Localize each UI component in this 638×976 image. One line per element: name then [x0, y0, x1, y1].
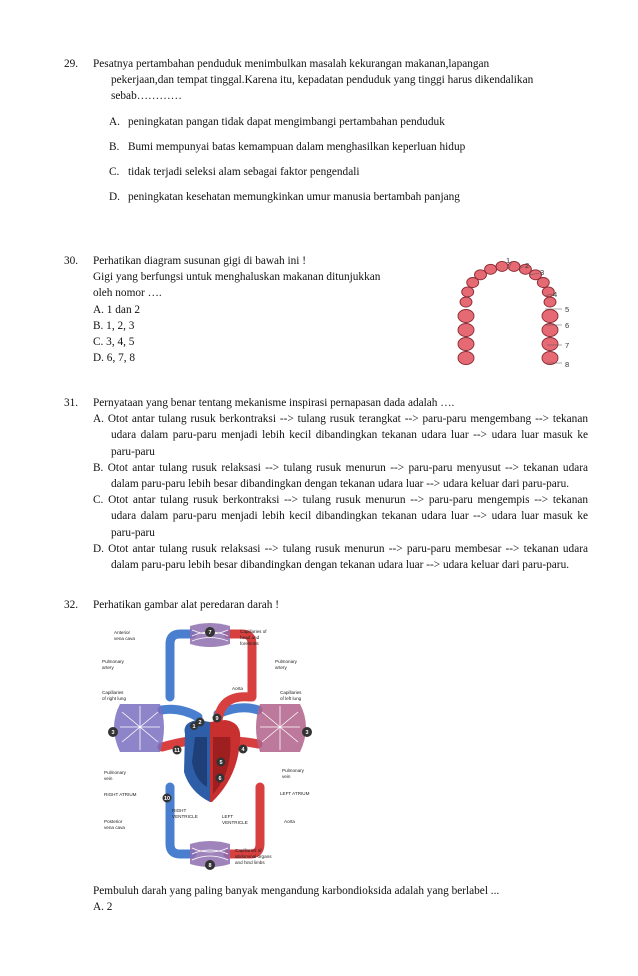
q30-option-b[interactable]: B. 1, 2, 3	[93, 319, 135, 332]
tooth-label-6: 6	[565, 321, 570, 330]
q31-option-c-text: Otot antar tulang rusuk berkontraksi --> tulang rusuk menurun --> paru-paru mengempis --> tekanan udara dalam paru-paru menjadi lebih kecil dibandingkan tekanan udara luar --> udara luar masuk ke paru-paru	[108, 494, 589, 539]
tooth-label-2: 2	[525, 261, 530, 270]
q30-option-a[interactable]: A. 1 dan 2	[93, 303, 141, 316]
label-capillaries-left-lung-1: Capillaries	[280, 690, 302, 695]
label-pulmonary-artery-r-2: artery	[275, 665, 287, 670]
q32-question-block	[93, 883, 588, 915]
molar-tooth	[542, 352, 558, 365]
q29-stem-line1: Pesatnya pertambahan penduduk menimbulkan masalah kekurangan makanan,lapangan	[93, 58, 490, 70]
diagram-num-10: 10	[163, 796, 171, 802]
tooth-label-5: 5	[565, 305, 570, 314]
q29-stem-line3: sebab…………	[111, 90, 182, 103]
q29-number: 29.	[64, 58, 79, 70]
label-posterior-vena-cava-1: Posterior	[104, 819, 123, 824]
q31-option-d-text: Otot antar tulang rusuk relaksasi --> tulang rusuk menurun --> paru-paru membesar --> tekanan udara dalam paru-paru lebih besar dibandingkan dengan tekanan udara luar --> udara keluar dari paru-paru.	[108, 542, 588, 572]
q29-option-d[interactable]	[109, 189, 460, 205]
q31-option-b-letter: B.	[93, 461, 104, 474]
molar-tooth	[542, 338, 558, 351]
q30-option-d[interactable]: D. 6, 7, 8	[93, 352, 136, 365]
q31-option-d[interactable]	[93, 541, 588, 573]
capillaries-left-lung	[256, 704, 309, 752]
q30-text	[93, 253, 433, 366]
q32-question: Pembuluh darah yang paling banyak mengandung karbondioksida adalah yang berlabel ...	[93, 885, 500, 897]
molar-tooth	[458, 338, 474, 351]
label-left-atrium: LEFT ATRIUM	[280, 791, 310, 796]
label-anterior-vena-cava-1: Anterior	[114, 630, 131, 635]
molar-tooth	[458, 352, 474, 365]
label-right-ventricle-2: VENTRICLE	[172, 814, 198, 819]
diagram-num-1: 1	[192, 724, 196, 730]
q29-option-c[interactable]	[109, 164, 360, 180]
molar-tooth	[542, 324, 558, 337]
molar-tooth	[458, 324, 474, 337]
molar-tooth	[542, 310, 558, 323]
q29-option-d-letter: D.	[109, 191, 120, 203]
molar-tooth	[458, 310, 474, 323]
q29-option-d-text: peningkatan kesehatan memungkinkan umur manusia bertambah panjang	[128, 191, 460, 203]
label-anterior-vena-cava-2: vena cava	[114, 636, 135, 641]
tooth	[460, 297, 472, 307]
q29-option-b[interactable]	[109, 139, 465, 155]
q30-line1: Perhatikan diagram susunan gigi di bawah ini !	[93, 255, 307, 267]
q31-option-b[interactable]	[93, 460, 588, 492]
q31-option-a-text: Otot antar tulang rusuk berkontraksi --> tulang rusuk terangkat --> paru-paru mengembang --> tekanan udara dalam paru-paru menjadi lebih kecil dibandingkan tekanan udara luar --> udara luar masuk ke paru-paru	[107, 413, 588, 458]
label-pulmonary-artery-r-1: Pulmonary	[275, 659, 297, 664]
label-capillaries-right-lung-2: of right lung	[102, 696, 127, 701]
label-aorta-top: Aorta	[232, 686, 243, 691]
q30-option-c[interactable]: C. 3, 4, 5	[93, 336, 135, 349]
q31-option-d-letter: D.	[93, 542, 104, 555]
label-left-ventricle-2: VENTRICLE	[222, 820, 248, 825]
diagram-num-7: 7	[208, 630, 212, 636]
diagram-num-3-right: 3	[305, 730, 309, 736]
diagram-num-4: 4	[241, 747, 245, 753]
label-capillaries-left-lung-2: of left lung	[280, 696, 302, 701]
label-left-ventricle-1: LEFT	[222, 814, 234, 819]
label-pulmonary-vein-1: Pulmonary	[104, 770, 126, 775]
q32-option-a[interactable]: A. 2	[93, 901, 113, 914]
diagram-num-9: 9	[215, 716, 219, 722]
label-pulmonary-artery-1: Pulmonary	[102, 659, 124, 664]
label-capillaries-head-1: Capillaries of	[240, 629, 267, 634]
q31-stem: Pernyataan yang benar tentang mekanisme inspirasi pernapasan dada adalah ….	[93, 397, 455, 409]
q31-option-c-letter: C.	[93, 494, 104, 507]
q32-number: 32.	[64, 599, 79, 611]
q31-number: 31.	[64, 397, 79, 409]
label-capillaries-abdominal-3: and hind limbs	[235, 860, 265, 865]
q29-option-c-text: tidak terjadi seleksi alam sebagai faktor pengendali	[128, 166, 360, 178]
label-capillaries-right-lung-1: Capillaries	[102, 690, 124, 695]
label-pulmonary-artery-2: artery	[102, 665, 114, 670]
tooth-label-8: 8	[565, 360, 570, 369]
label-right-ventricle-1: RIGHT	[172, 808, 187, 813]
label-right-atrium: RIGHT ATRIUM	[104, 792, 137, 797]
diagram-num-6: 6	[218, 776, 222, 782]
capillaries-right-lung	[114, 704, 164, 752]
diagram-num-2: 2	[198, 720, 202, 726]
tooth	[462, 287, 474, 297]
tooth-label-1: 1	[506, 256, 511, 265]
label-capillaries-abdominal-1: Capillaries of	[235, 848, 262, 853]
heart	[184, 720, 240, 802]
q31-block	[93, 395, 588, 573]
diagram-num-3-left: 3	[111, 730, 115, 736]
q31-option-b-text: Otot antar tulang rusuk relaksasi --> tulang rusuk menurun --> paru-paru menyusut --> tekanan udara dalam paru-paru lebih besar dibandingkan dengan tekanan udara luar --> udara keluar dari paru-paru.	[107, 461, 589, 491]
diagram-num-5: 5	[219, 760, 223, 766]
tooth	[537, 278, 549, 288]
circulatory-system-diagram	[100, 622, 320, 877]
q30-line2: Gigi yang berfungsi untuk menghaluskan makanan ditunjukkan	[93, 271, 381, 284]
q31-option-c[interactable]	[93, 492, 588, 541]
label-pulmonary-vein-r-2: vein	[282, 774, 291, 779]
tooth-label-4: 4	[553, 290, 558, 299]
label-aorta-bottom: Aorta	[284, 819, 295, 824]
tooth	[485, 264, 497, 274]
q29-option-c-letter: C.	[109, 166, 120, 178]
diagram-num-8: 8	[208, 863, 212, 869]
q32-stem: Perhatikan gambar alat peredaran darah !	[93, 599, 279, 611]
q29-option-b-text: Bumi mempunyai batas kemampuan dalam menghasilkan keperluan hidup	[128, 141, 466, 153]
q31-option-a-letter: A.	[93, 413, 104, 426]
q29-stem-line2: pekerjaan,dan tempat tinggal.Karena itu, kepadatan penduduk yang tinggi harus dikendalikan	[111, 74, 534, 87]
label-posterior-vena-cava-2: vena cava	[104, 825, 125, 830]
q29-stem	[93, 56, 588, 105]
q30-line3: oleh nomor ….	[93, 287, 162, 300]
diagram-num-11: 11	[174, 748, 180, 754]
q29-option-a[interactable]	[109, 114, 445, 130]
teeth-diagram	[452, 254, 582, 376]
tooth-label-7: 7	[565, 341, 570, 350]
q31-option-a[interactable]	[93, 411, 588, 460]
label-capillaries-abdominal-2: abdominal organs	[235, 854, 272, 859]
q29-option-a-text: peningkatan pangan tidak dapat mengimbangi pertambahan penduduk	[128, 116, 445, 128]
q29-option-b-letter: B.	[109, 141, 120, 153]
label-pulmonary-vein-2: vein	[104, 776, 113, 781]
q30-number: 30.	[64, 255, 79, 267]
label-capillaries-head-2: head and	[240, 635, 260, 640]
label-capillaries-head-3: forelimbs	[240, 641, 259, 646]
q29-option-a-letter: A.	[109, 116, 120, 128]
tooth-label-3: 3	[540, 268, 545, 277]
label-pulmonary-vein-r-1: Pulmonary	[282, 768, 304, 773]
